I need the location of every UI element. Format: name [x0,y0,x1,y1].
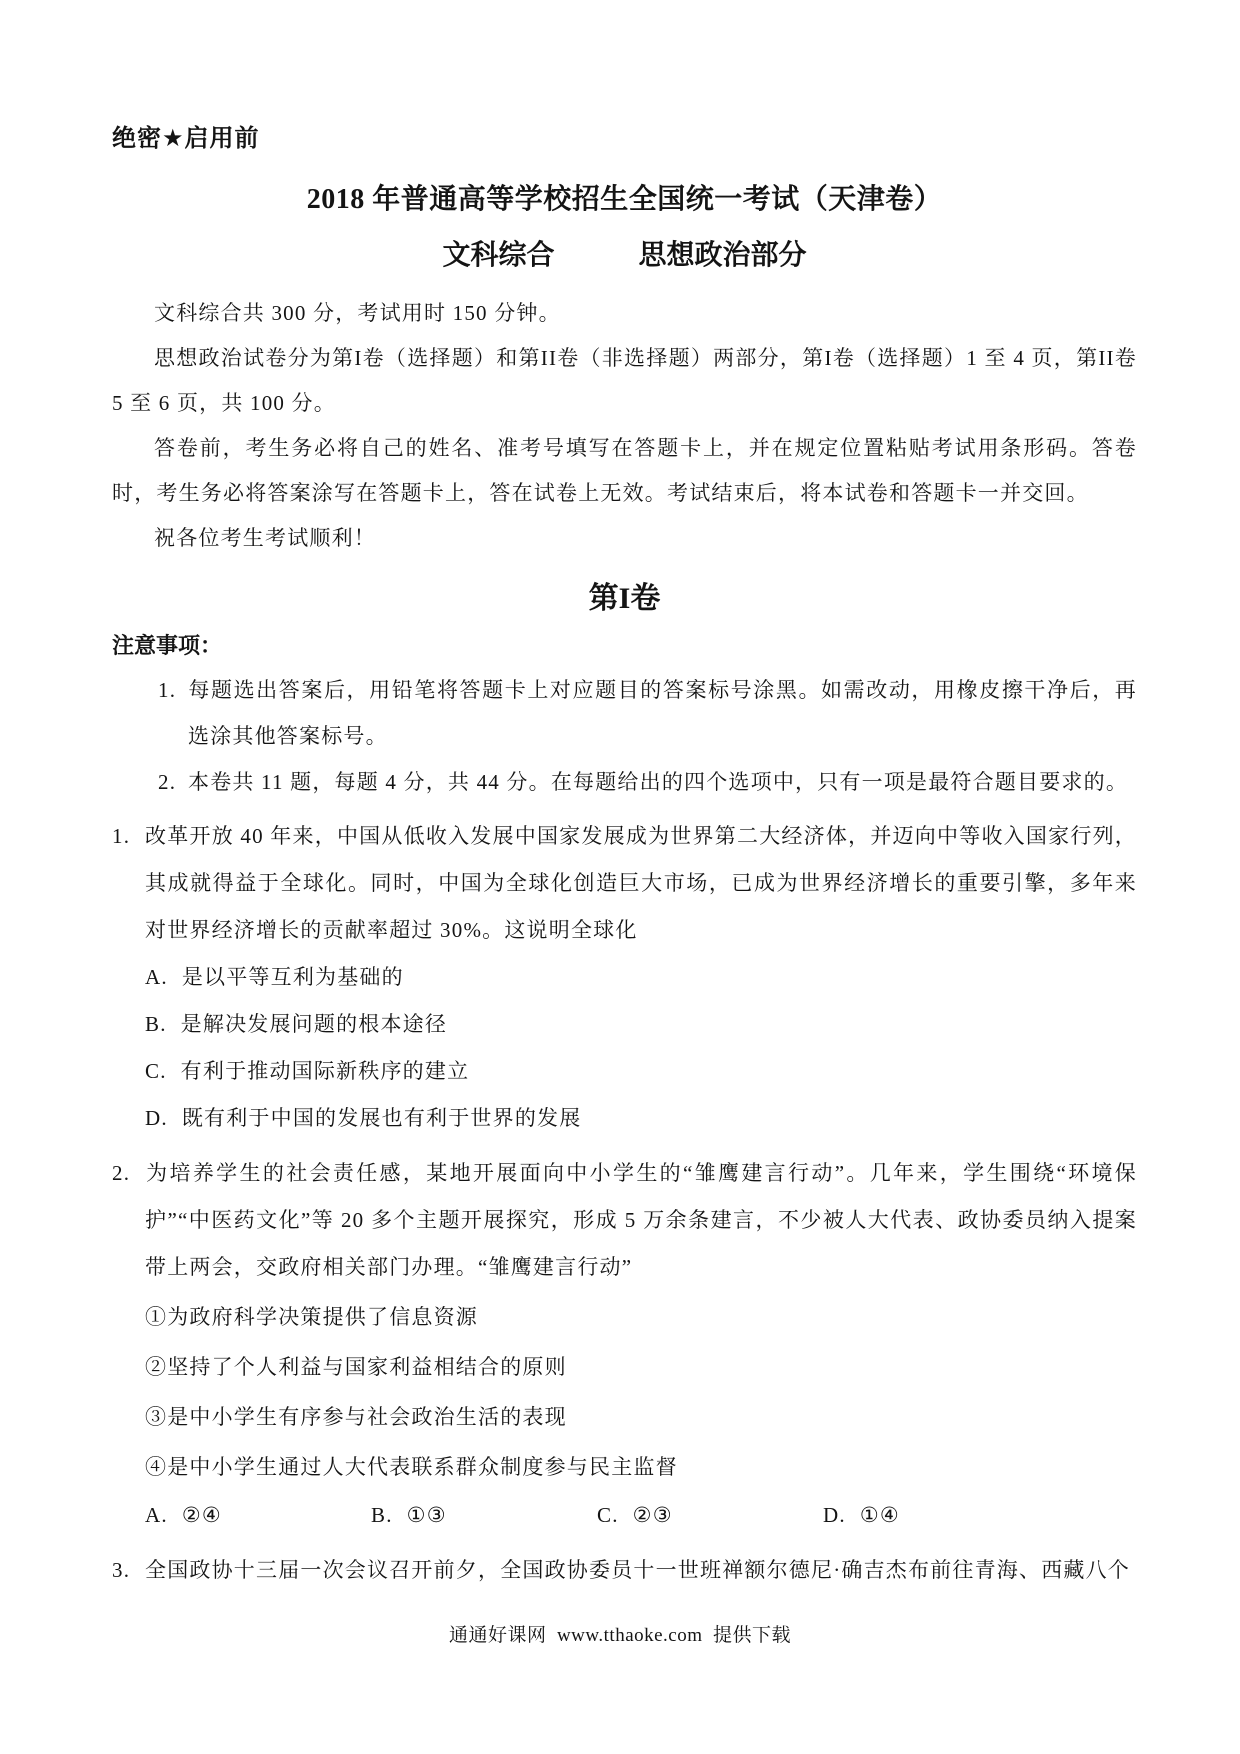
notice-section [112,625,1137,805]
intro-paragraph-3: 答卷前，考生务必将自己的姓名、准考号填写在答题卡上，并在规定位置粘贴考试用条形码。答卷时，考生务必将答案涂写在答题卡上，答在试卷上无效。考试结束后，将本试卷和答题卡一并交回。 [112,436,1137,505]
exam-title: 2018 年普通高等学校招生全国统一考试（天津卷） [306,184,943,215]
option-label: D. [823,1503,846,1527]
option-label: C. [597,1503,619,1527]
question-stem-text: 改革开放 40 年来，中国从低收入发展中国家发展成为世界第二大经济体，并迈向中等收入国家行列，其成就得益于全球化。同时，中国为全球化创造巨大市场，已成为世界经济增长的重要引擎，多年来对世界经济增长的贡献率超过 30%。这说明全球化 [145,824,1137,942]
option-label: A. [145,1503,168,1527]
question-stem-text: 为培养学生的社会责任感，某地开展面向中小学生的“雏鹰建言行动”。几年来，学生围绕“环境保护”“中医药文化”等 20 多个主题开展探究，形成 5 万余条建言，不少被人大代表、政协委员纳入提案带上两会，交政府相关部门办理。“雏鹰建言行动” [145,1161,1137,1279]
question-2-statement-2: ②坚持了个人利益与国家利益相结合的原则 [145,1355,567,1379]
notice-item-number: 1. [158,678,177,702]
question-2-option-c [597,1492,823,1539]
question-2-statement-1: ①为政府科学决策提供了信息资源 [145,1305,478,1329]
intro-paragraph-4: 祝各位考生考试顺利！ [154,526,376,550]
question-2-statement-4: ④是中小学生通过人大代表联系群众制度参与民主监督 [145,1455,678,1479]
question-2 [112,1150,1137,1539]
question-2-options-row [112,1492,1137,1539]
question-1-option-b [112,1001,1137,1048]
question-1-stem [112,813,1137,954]
option-label: D. [145,1106,168,1130]
option-text: 是解决发展问题的根本途径 [180,1012,448,1036]
exam-subtitle: 文科综合 思想政治部分 [442,240,807,271]
question-1-option-d [112,1095,1137,1142]
intro-paragraph-2: 思想政治试卷分为第I卷（选择题）和第II卷（非选择题）两部分，第I卷（选择题）1 至 4 页，第II卷 5 至 6 页，共 100 分。 [112,346,1137,415]
notice-item-text: 本卷共 11 题，每题 4 分，共 44 分。在每题给出的四个选项中，只有一项是最符合题目要求的。 [188,770,1129,794]
option-text: 有利于推动国际新秩序的建立 [180,1059,470,1083]
question-1-option-a [112,954,1137,1001]
classification-label: 绝密★启用前 [112,125,260,152]
option-text: 是以平等互利为基础的 [181,965,404,989]
notice-item-text: 每题选出答案后，用铅笔将答题卡上对应题目的答案标号涂黑。如需改动，用橡皮擦干净后，再选涂其他答案标号。 [188,678,1137,748]
question-number: 3. [112,1558,131,1582]
notice-item-2 [112,759,1137,805]
question-3 [112,1547,1137,1594]
intro-section [112,291,1137,561]
question-stem-text: 全国政协十三届一次会议召开前夕，全国政协委员十一世班禅额尔德尼·确吉杰布前往青海、西藏八个 [145,1558,1130,1582]
notice-label: 注意事项： [112,633,223,658]
option-label: B. [145,1012,167,1036]
option-label: B. [371,1503,393,1527]
question-2-option-d [823,1492,900,1539]
option-text: ②④ [181,1503,222,1527]
option-text: ②③ [632,1503,673,1527]
option-text: 既有利于中国的发展也有利于世界的发展 [181,1106,582,1130]
intro-paragraph-1: 文科综合共 300 分，考试用时 150 分钟。 [154,301,561,325]
question-2-option-b [371,1492,597,1539]
section-heading-volume-1: 第I卷 [588,582,661,615]
question-2-stem [112,1150,1137,1291]
question-1-option-c [112,1048,1137,1095]
option-text: ①④ [859,1503,900,1527]
notice-item-1 [112,667,1137,759]
option-label: A. [145,965,168,989]
question-2-statement-3: ③是中小学生有序参与社会政治生活的表现 [145,1405,567,1429]
question-1 [112,813,1137,1142]
question-2-option-a [145,1492,371,1539]
notice-item-number: 2. [158,770,177,794]
question-number: 2. [112,1161,131,1185]
option-text: ①③ [406,1503,447,1527]
question-number: 1. [112,824,131,848]
footer-watermark: 通通好课网 www.tthaoke.com 提供下载 [448,1625,792,1646]
question-3-stem [112,1547,1137,1594]
option-label: C. [145,1059,167,1083]
